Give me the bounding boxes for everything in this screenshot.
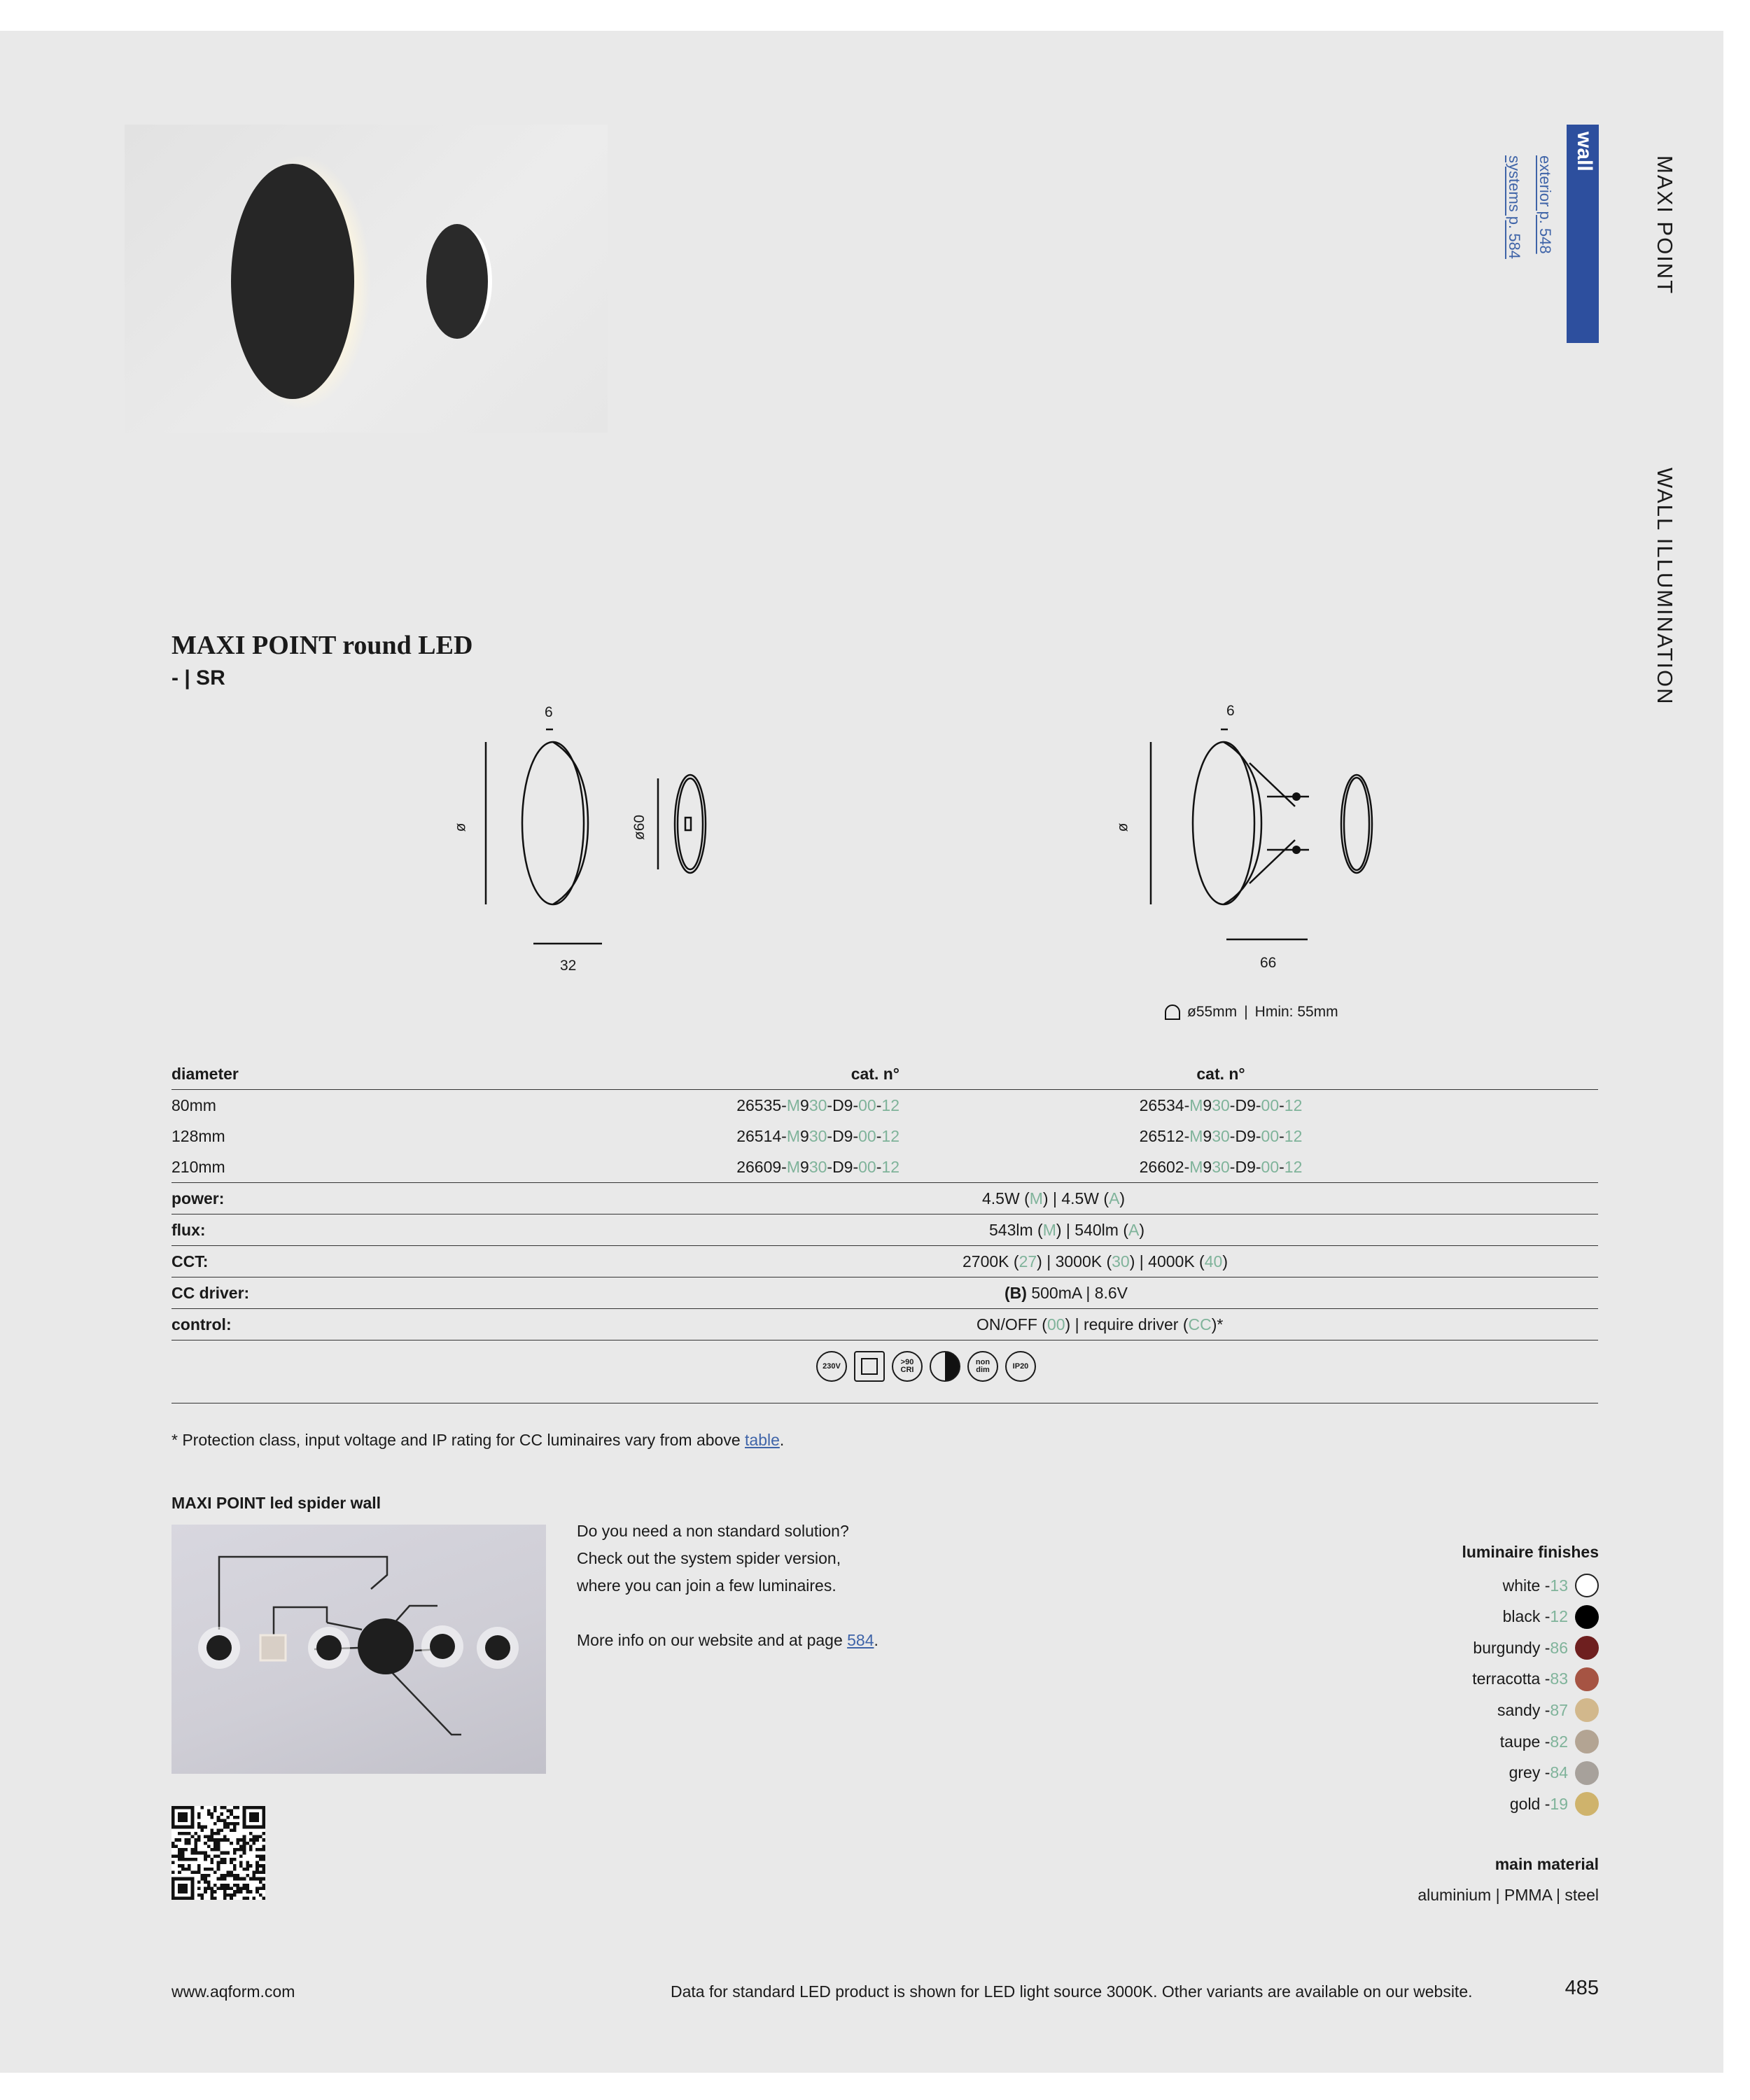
finish-label: burgundy -86 [1473,1638,1568,1657]
material-title: main material [1494,1855,1599,1873]
diameter-cell: 128mm [172,1126,225,1145]
spec-table [172,1058,1598,1340]
icon-text: IP20 [1012,1362,1029,1371]
cat-number-cell [899,1121,1598,1152]
finish-label: taupe -82 [1499,1732,1568,1751]
finish-swatch [1575,1761,1599,1785]
cat-number-part: M [786,1096,801,1114]
footnote-text: * Protection class, input voltage and IP rating for CC luminaires vary from above [172,1431,746,1449]
spec-label: CC driver: [172,1278,522,1309]
beam-icon [930,1351,960,1382]
cat-number-part: 30 [808,1126,827,1145]
cat-number-cell [522,1121,899,1152]
spider-line-3: where you can join a few luminaires. [577,1576,836,1595]
finish-name: white [1502,1576,1541,1595]
finish-name: terracotta [1472,1670,1541,1688]
cat-number-part: 12 [881,1126,899,1145]
product-photo-image [125,125,608,433]
spec-row [172,1246,1598,1278]
cat-number-cell [522,1152,899,1183]
cat-number-part: -D9- [827,1126,859,1145]
finishes-title: luminaire finishes [1462,1543,1599,1561]
cat-number-part: 9 [800,1126,809,1145]
cat-number-part: - [1279,1096,1284,1114]
finish-swatch [1575,1667,1599,1691]
cat-number-part: 12 [1284,1126,1303,1145]
spec-value-part: M [1042,1220,1056,1239]
non-dim-icon [967,1351,998,1382]
link-exterior[interactable]: exterior p. 548 [1536,155,1554,254]
finish-code: 83 [1550,1670,1568,1688]
link-systems[interactable]: systems p. 584 [1506,155,1523,259]
dim-small-left: ø60 [631,814,648,841]
spec-value [522,1214,1598,1246]
cat-number-part: M [1189,1126,1203,1145]
cat-number-part: 26512- [1139,1126,1190,1145]
cutout-separator: | [1244,1004,1248,1020]
finish-item-terracotta [1472,1667,1599,1691]
finish-label: sandy -87 [1497,1700,1568,1719]
finish-code: 87 [1550,1700,1568,1719]
cat-number-part: - [876,1096,882,1114]
cat-number-part: 00 [858,1126,876,1145]
spider-description [577,1518,878,1654]
finish-code: 84 [1550,1763,1568,1782]
spec-value-part: ) | 540lm ( [1056,1220,1128,1239]
finish-name: grey [1508,1763,1541,1782]
footer-disclaimer: Data for standard LED product is shown for LED light source 3000K. Other variants are available on our website. [671,1982,1473,2001]
finish-label: gold -19 [1509,1794,1568,1813]
spec-value-part: ) | 3000K ( [1037,1252,1112,1270]
cat-number-part: M [1189,1096,1203,1114]
spec-label: flux: [172,1214,522,1246]
cat-number-part: 9 [1203,1157,1212,1176]
cat-number-part: 26609- [736,1157,787,1176]
finish-swatch [1575,1636,1599,1660]
product-subtitle: - | SR [172,666,225,690]
cat-number-part: 9 [1203,1096,1212,1114]
spider-more-info [577,1627,878,1654]
cat-number-part: -D9- [827,1096,859,1114]
spec-row [172,1214,1598,1246]
spec-value-part: A [1109,1189,1120,1208]
finish-label: grey -84 [1508,1763,1568,1782]
finish-swatch [1575,1574,1599,1597]
page-number: 485 [1564,1977,1599,1999]
spider-line-1: Do you need a non standard solution? [577,1522,849,1540]
spec-value-part: ) [1119,1189,1126,1208]
icon-text: >90 CRI [900,1358,914,1374]
footnote-table-link[interactable]: table [745,1431,780,1449]
icon-text: 230V [822,1362,841,1371]
cat-number-part: 9 [800,1157,809,1176]
cat-number-part: 26535- [736,1096,787,1114]
cat-number-part: 30 [808,1096,827,1114]
icon-text: non dim [975,1358,990,1374]
table-row [172,1090,1598,1121]
cat-number-part: 00 [858,1157,876,1176]
finish-item-burgundy [1473,1636,1599,1660]
spec-value-part: (B) [1004,1283,1027,1302]
finish-item-sandy [1497,1698,1599,1722]
finish-label: terracotta -83 [1472,1670,1568,1688]
cat-number-part: 12 [881,1157,899,1176]
spider-more-end: . [874,1631,878,1649]
ip20-icon [1005,1351,1036,1382]
finish-label: white -13 [1502,1576,1568,1595]
cat-number-part: 12 [881,1096,899,1114]
finish-swatch [1575,1792,1599,1816]
spec-value [522,1309,1598,1340]
qr-code[interactable] [172,1806,265,1900]
cat-number-part: -D9- [827,1157,859,1176]
spec-value-part: 27 [1018,1252,1037,1270]
spec-value [522,1246,1598,1278]
finish-item-grey [1509,1761,1599,1785]
spider-line-2: Check out the system spider version, [577,1549,841,1567]
spec-value-part: ) | 4000K ( [1129,1252,1205,1270]
header-diameter: diameter [172,1058,522,1090]
spec-value-part: M [1029,1189,1043,1208]
cat-number-part: 00 [1261,1096,1280,1114]
spec-value-part: A [1128,1220,1140,1239]
footnote [172,1431,784,1450]
cat-number-part: 9 [800,1096,809,1114]
category-side-title: WALL ILLUMINATION [1653,468,1677,706]
section-tab-label: wall [1573,132,1596,172]
spec-value-part: 500mA | 8.6V [1026,1283,1128,1302]
cat-number-part: 26534- [1139,1096,1190,1114]
diameter-cell: 80mm [172,1096,216,1114]
spider-title: MAXI POINT led spider wall [172,1494,382,1512]
product-title: MAXI POINT round LED [172,631,473,660]
cat-number-part: M [786,1126,801,1145]
cat-number-part: 00 [1261,1157,1280,1176]
footnote-end: . [779,1431,785,1449]
spider-page-link[interactable]: 584 [847,1631,874,1649]
cat-number-part: 30 [1212,1157,1230,1176]
cat-number-part: -D9- [1229,1126,1261,1145]
finish-code: 19 [1550,1794,1568,1813]
spec-value-part: 40 [1204,1252,1223,1270]
cat-number-part: - [1279,1126,1284,1145]
cat-number-part: 12 [1284,1096,1303,1114]
dim-depth-left: 32 [560,958,577,974]
cat-number-part: 00 [858,1096,876,1114]
finish-name: burgundy [1473,1638,1541,1657]
finish-code: 12 [1550,1607,1568,1626]
table-row [172,1121,1598,1152]
spec-value-part: ON/OFF ( [976,1315,1047,1334]
dim-top-right: 6 [1226,703,1235,719]
cat-number-part: - [876,1157,882,1176]
finish-name: gold [1509,1794,1541,1813]
finish-code: 82 [1550,1732,1568,1751]
cri-icon [892,1351,923,1382]
spec-row [172,1309,1598,1340]
finish-name: black [1502,1607,1541,1626]
diameter-cell: 210mm [172,1152,522,1183]
spec-value-part: 2700K ( [962,1252,1019,1270]
finish-code: 13 [1550,1576,1568,1595]
cutout-size: ø55mm [1187,1004,1238,1020]
finish-item-black [1503,1605,1599,1629]
cat-number-part: 00 [1261,1126,1280,1145]
spec-value [522,1183,1598,1214]
spec-row [172,1278,1598,1309]
finish-swatch [1575,1605,1599,1629]
spec-label: control: [172,1309,522,1340]
cat-number-part: 9 [1203,1126,1212,1145]
cat-number-part: 26514- [736,1126,787,1145]
product-photo [125,125,608,433]
certification-icons [816,1351,1036,1382]
cutout-icon [1165,1004,1180,1020]
spec-value-part: 00 [1046,1315,1065,1334]
drawing-left [483,721,721,952]
cat-number-part: 26602- [1139,1157,1190,1176]
spec-value-part: ) | 4.5W ( [1042,1189,1110,1208]
spec-row [172,1183,1598,1214]
cat-number-cell [899,1152,1598,1183]
dim-diameter-left: ø [452,822,469,832]
qr-code-image [172,1806,265,1900]
dim-depth-right: 66 [1260,955,1277,971]
cat-number-part: 30 [1212,1096,1230,1114]
voltage-230v-icon [816,1351,847,1382]
spec-value-part: ) [1139,1220,1144,1239]
cat-number-cell [522,1090,899,1121]
section-tab[interactable] [1567,125,1599,343]
series-side-title: MAXI POINT [1653,155,1677,295]
header-cat-a: cat. n° [522,1058,899,1090]
cat-number-part: 12 [1284,1157,1303,1176]
material-value: aluminium | PMMA | steel [1418,1886,1599,1904]
spec-value-part: )* [1211,1315,1224,1334]
finish-name: sandy [1497,1700,1541,1719]
dim-top-left: 6 [545,704,553,720]
cat-number-part: -D9- [1229,1157,1261,1176]
spec-value-part: CC [1188,1315,1212,1334]
spider-more-text: More info on our website and at page [577,1631,848,1649]
dim-diameter-right: ø [1114,822,1131,832]
finish-label: black -12 [1502,1607,1568,1626]
spider-photo-image [172,1525,546,1774]
footer-website[interactable]: www.aqform.com [172,1982,295,2001]
finish-swatch [1575,1730,1599,1754]
cat-number-part: 30 [808,1157,827,1176]
spider-photo [172,1525,546,1774]
mounting-info [1165,1004,1338,1021]
table-row [172,1152,1598,1183]
min-height: Hmin: 55mm [1254,1004,1338,1020]
spec-value-part: ) [1222,1252,1228,1270]
finish-swatch [1575,1698,1599,1722]
cat-number-part: - [876,1126,882,1145]
cat-number-part: -D9- [1229,1096,1261,1114]
spec-value [522,1278,1598,1309]
table-bottom-rule [172,1403,1598,1404]
spec-label: CCT: [172,1246,522,1278]
drawing-right [1148,721,1386,952]
finish-item-taupe [1500,1730,1599,1754]
protection-class-icon [854,1351,885,1382]
table-header-row [172,1058,1598,1090]
cat-number-part: M [1189,1157,1203,1176]
spec-value-part: 543lm ( [989,1220,1043,1239]
finish-item-white [1503,1574,1599,1597]
cat-number-part: - [1279,1157,1284,1176]
finish-name: taupe [1499,1732,1541,1751]
spec-value-part: ) | require driver ( [1065,1315,1189,1334]
cat-number-part: 30 [1212,1126,1230,1145]
header-cat-b: cat. n° [899,1058,1598,1090]
spec-value-part: 4.5W ( [982,1189,1030,1208]
cat-number-part: M [786,1157,801,1176]
finish-code: 86 [1550,1638,1568,1657]
finish-item-gold [1510,1792,1599,1816]
spec-value-part: 30 [1112,1252,1130,1270]
cat-number-cell [899,1090,1598,1121]
spec-label: power: [172,1183,522,1214]
